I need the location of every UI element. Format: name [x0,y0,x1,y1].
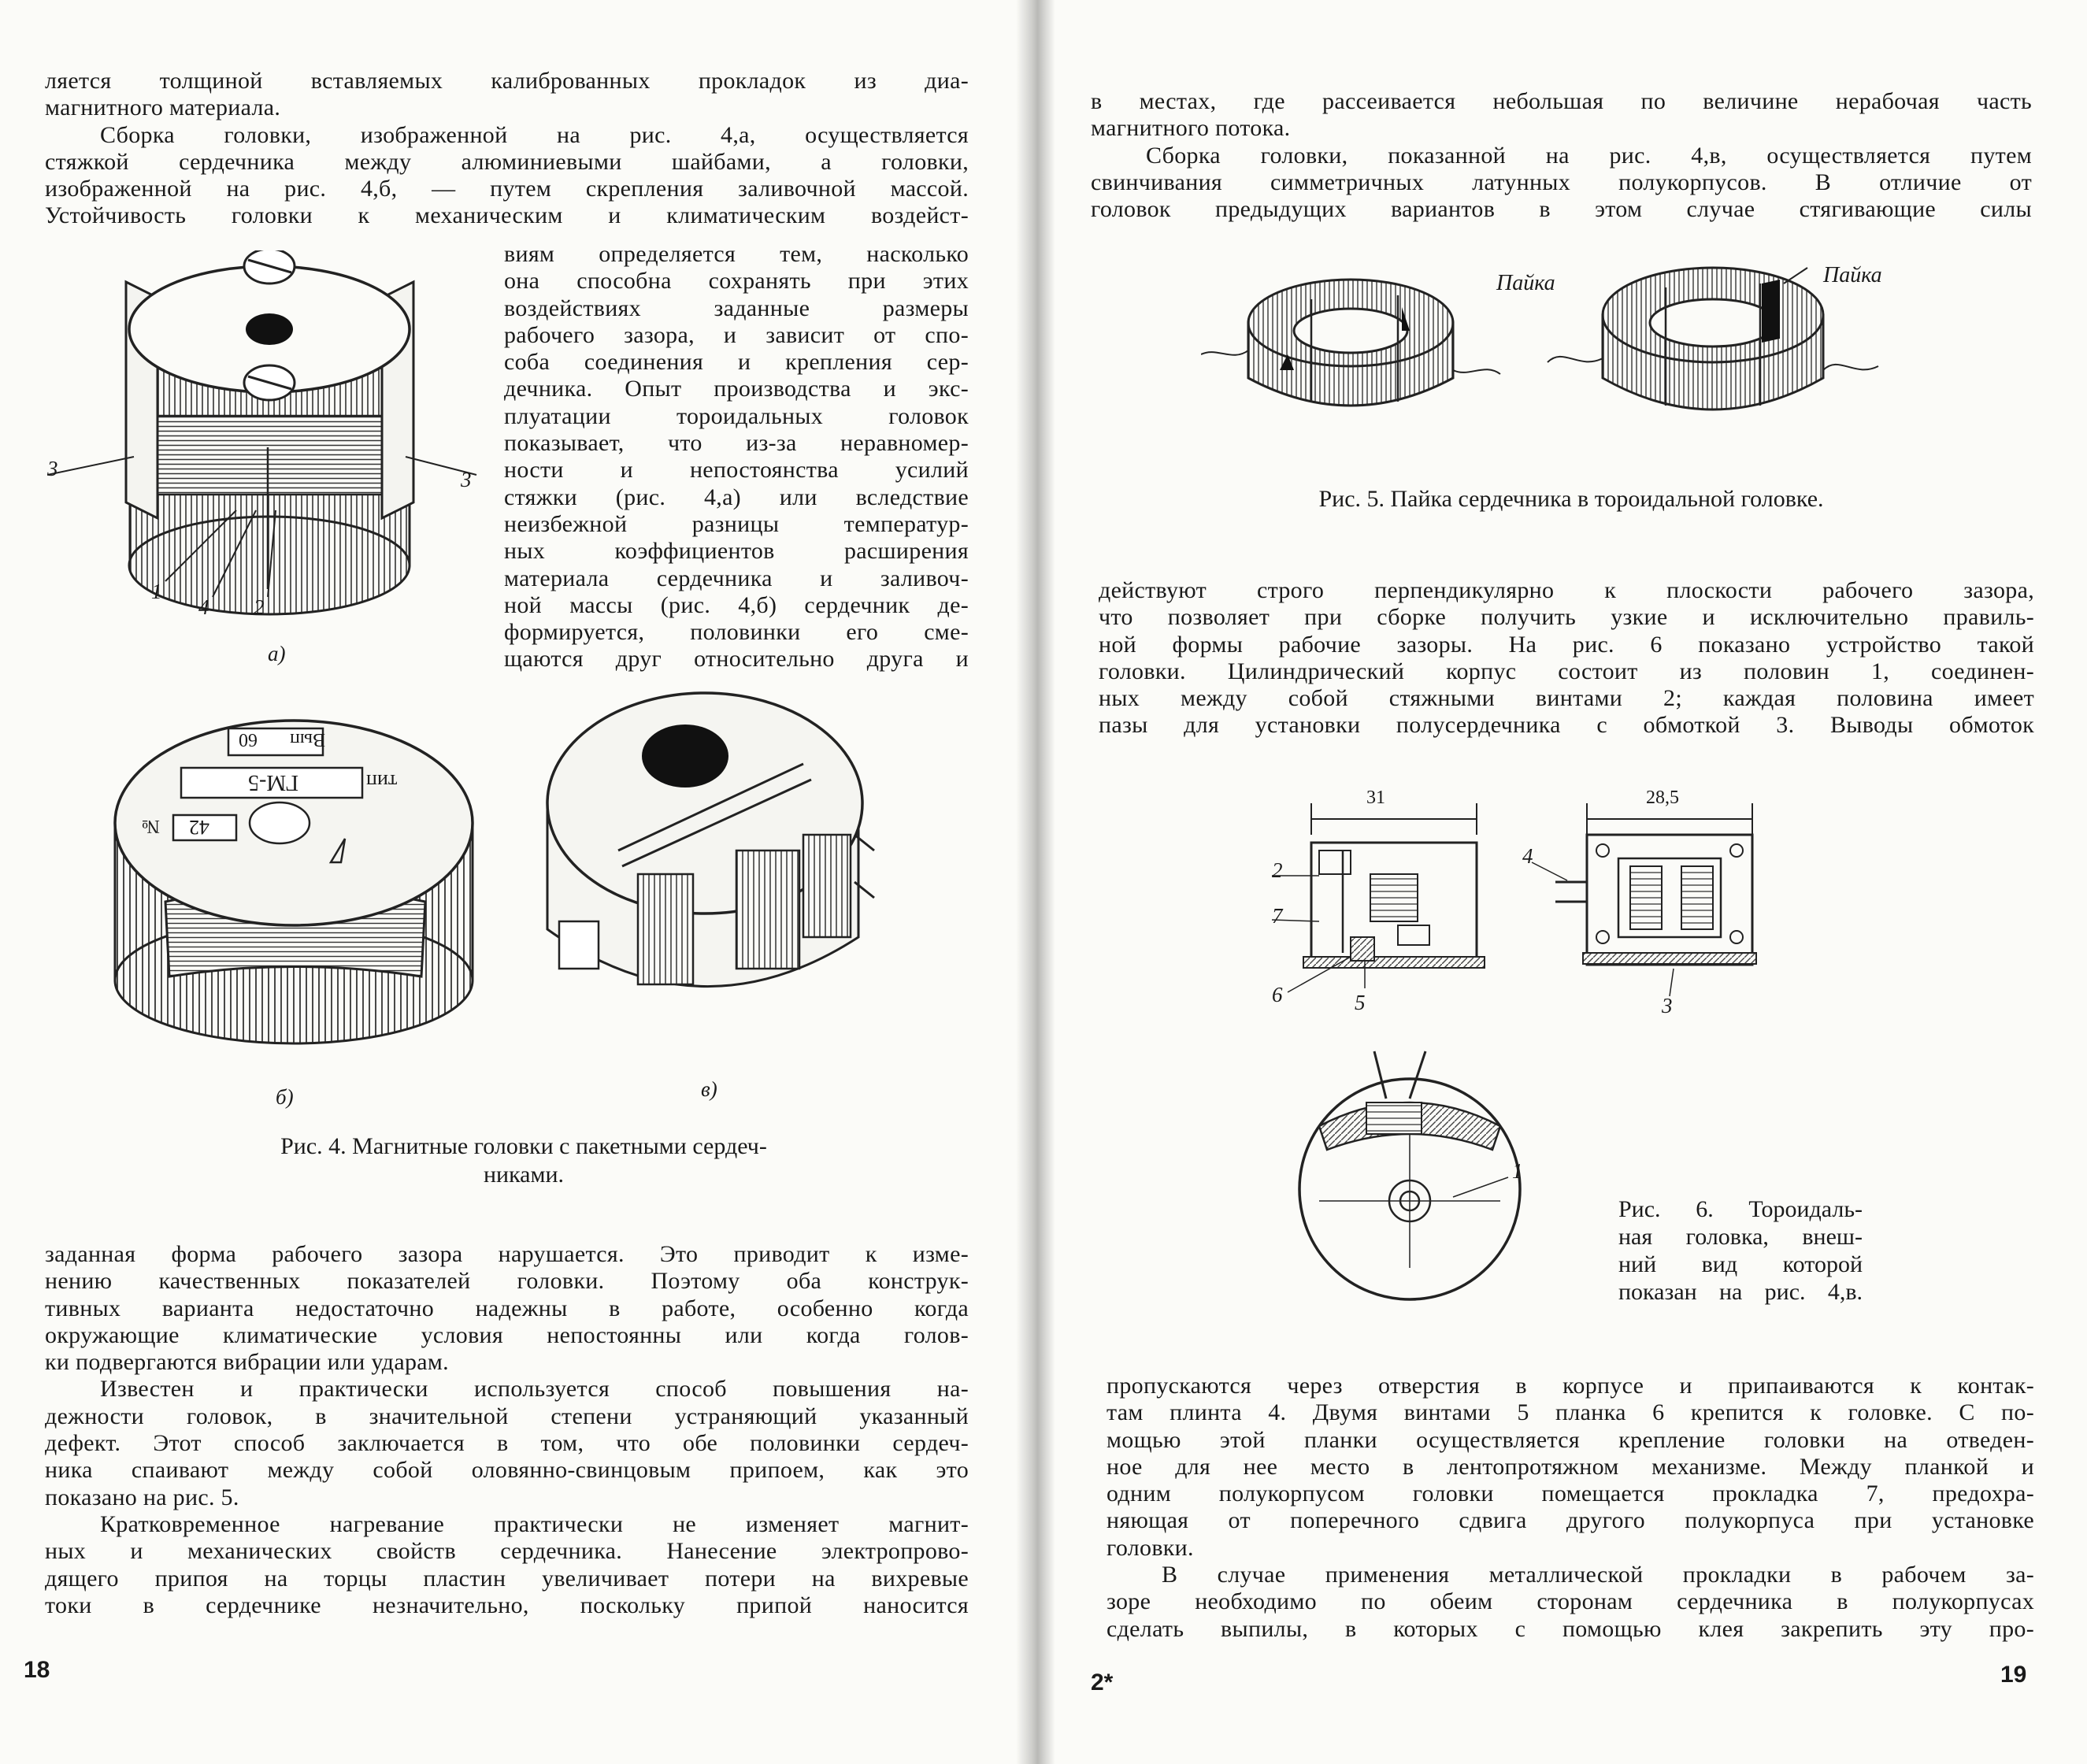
text-line: ной формы рабочие зазоры. На рис. 6 показано устройство такой [1099,631,2034,658]
figure-4v [543,677,882,1040]
text-line: дящего припоя на торцы пластин увеличивает потери на вихревые [45,1565,969,1592]
callout-7: 7 [1272,904,1283,928]
text-line: тивных варианта недостаточно надежны в работе, особенно когда [45,1295,969,1321]
plate-tip: тип [366,770,398,793]
text-line: формируется, половинки его сме- [504,619,969,646]
figure-6-caption [1618,1195,1863,1306]
text-line: щаются друг относительно друга и [504,646,969,673]
book-gutter [1016,0,1055,1764]
text-line: ных и механических свойств сердечника. Нанесение электропрово- [45,1538,969,1565]
text-line: показывает, что из-за неравномер- [504,430,969,457]
text-line: она способна сохранять при этих [504,268,969,295]
caption-line: ная головка, внеш- [1618,1224,1863,1250]
text-line: зоре необходимо по обеим сторонам сердечника в полукорпусах [1107,1588,2034,1615]
figure-4-caption [161,1132,886,1189]
text-line: показано на рис. 5. [45,1484,239,1510]
right-text-bottom [1107,1373,2034,1643]
right-page [1044,0,2087,1764]
right-text-middle [1099,577,2034,739]
text-line: дежности головок, в значительной степени устраняющий указанный [45,1403,969,1429]
text-line: головок предыдущих вариантов в этом случае стягивающие силы [1091,196,2032,223]
figure-5-caption: Рис. 5. Пайка сердечника в тороидальной головке. [1318,486,1824,512]
text-line: виям определяется тем, насколько [504,241,969,267]
text-line: там плинта 4. Двумя винтами 5 планка 6 крепится к головке. С по- [1107,1399,2034,1426]
text-line: Устойчивость головки к механическим и климатическим воздейст- [45,202,969,229]
text-line: ных между собой стяжными винтами 2; каждая половина имеет [1099,685,2034,712]
dimension-31: 31 [1366,788,1385,808]
toroidal-head-drawing-b [110,705,480,1051]
callout-6: 6 [1272,983,1283,1006]
callout-3-right: 3 [461,468,472,491]
text-line: стяжки (рис. 4,а) или вследствие [504,484,969,510]
text-line: В случае применения металлической прокладки в рабочем за- [1162,1562,2034,1588]
callout-1: 1 [1512,1159,1523,1183]
caption-line: ний вид которой [1618,1251,1863,1277]
left-side-text [504,241,969,673]
text-line: одним полукорпусом головки помещается прокладка 7, предохра- [1107,1480,2034,1507]
text-line: в местах, где рассеивается небольшая по величине нерабочая часть [1091,88,2032,114]
plate-vyp: Вып [290,729,325,750]
text-line: дечника. Опыт производства и экс- [504,376,969,402]
text-line: пазы для установки полусердечника с обмоткой 3. Выводы обмоток [1099,712,2034,739]
toroidal-head-drawing-a [47,250,488,660]
text-line: нению качественных показателей головки. Поэтому оба конструк- [45,1268,969,1295]
plate-no-sign: № [142,816,160,836]
left-text-bottom [45,1241,969,1619]
toroidal-head-drawing-v [543,677,882,1040]
text-line: няющая от поперечного сдвига другого полукорпуса при установке [1107,1507,2034,1534]
text-line: пропускаются через отверстия в корпусе и припаиваются к контак- [1107,1373,2034,1399]
text-line: рабочего зазора, и зависит от спо- [504,321,969,348]
text-line: токи в сердечнике незначительно, поскольку припой наносится [45,1592,969,1618]
caption-line: никами. [483,1162,565,1188]
figure-4a-label: а) [268,642,286,665]
text-line: ника спаивают между собой оловянно-свинцовым припоем, как это [45,1457,969,1484]
plate-vyp-number: 60 [239,729,258,750]
signature-mark: 2* [1091,1670,1114,1695]
callout-2: 2 [254,595,265,619]
text-line: материала сердечника и заливоч- [504,565,969,591]
text-line: мощью этой планки осуществляется крепление головки на отведен- [1107,1426,2034,1453]
page-number-left: 18 [24,1657,50,1683]
dimension-28-5: 28,5 [1646,788,1679,808]
text-line: головки. [1107,1534,1194,1561]
text-line: Сборка головки, показанной на рис. 4,в, осуществляется путем [1146,142,2032,169]
text-line: Кратковременное нагревание практически не изменяет магнит- [100,1510,969,1537]
text-line: ки подвергаются вибрации или ударам. [45,1349,449,1376]
figure-4b-label: б) [276,1085,294,1109]
text-line: ности и непостоянства усилий [504,457,969,484]
text-line: окружающие климатические условия непостоянны или когда голов- [45,1321,969,1348]
text-line: ной массы (рис. 4,б) сердечник де- [504,591,969,618]
figure-4b [110,705,480,1051]
caption-line: показан на рис. 4,в. [1618,1279,1863,1305]
text-line: Известен и практически используется способ повышения на- [100,1376,969,1403]
figure-5 [1201,252,1902,465]
callout-1: 1 [151,580,162,603]
text-line: плуатации тороидальных головок [504,402,969,429]
text-line: соба соединения и крепления сер- [504,349,969,376]
text-line: стяжкой сердечника между алюминиевыми шайбами, а головки, [45,148,969,175]
callout-5: 5 [1355,991,1366,1014]
text-line: головки. Цилиндрический корпус состоит из половин 1, соединен- [1099,658,2034,684]
text-line: магнитного материала. [45,94,281,121]
plate-model: ГМ-5 [248,770,299,795]
left-page [0,0,1032,1764]
text-line: ных коэффициентов расширения [504,538,969,565]
text-line: ляется толщиной вставляемых калиброванных прокладок из диа- [45,68,969,94]
text-line: Сборка головки, изображенной на рис. 4,а, осуществляется [100,121,969,148]
text-line: неизбежной разницы температур- [504,510,969,537]
label-solder-right: Пайка [1823,263,1882,287]
text-line: заданная форма рабочего зазора нарушается. Это приводит к изме- [45,1241,969,1267]
text-line: магнитного потока. [1091,115,1291,142]
right-text-top [1091,88,2032,223]
callout-4: 4 [1522,844,1533,868]
caption-line: Рис. 6. Тороидаль- [1618,1196,1863,1222]
callout-3: 3 [1662,994,1673,1017]
text-line: дефект. Этот способ заключается в том, что обе половинки сердеч- [45,1430,969,1457]
text-line: сделать выпилы, в которых с помощью клея закрепить эту про- [1107,1615,2034,1642]
figure-4a [47,250,488,660]
callout-2: 2 [1272,858,1283,882]
caption-line: Рис. 4. Магнитные головки с пакетными сердеч- [280,1133,767,1159]
label-solder-left: Пайка [1496,271,1555,295]
callout-3-left: 3 [47,457,58,480]
text-line: воздействиях заданные размеры [504,295,969,321]
plate-number: 42 [189,816,209,839]
text-line: что позволяет при сборке получить узкие и исключительно правиль- [1099,604,2034,631]
page-number-right: 19 [2000,1662,2027,1688]
text-line: действуют строго перпендикулярно к плоскости рабочего зазора, [1099,577,2034,603]
figure-4v-label: в) [701,1077,717,1101]
callout-4: 4 [198,595,209,619]
text-line: ное для нее место в лентопротяжном механизме. Между планкой и [1107,1453,2034,1480]
text-line: изображенной на рис. 4,б, — путем скрепления заливочной массой. [45,176,969,202]
left-text-top [45,68,969,230]
text-line: свинчивания симметричных латунных полукорпусов. В отличие от [1091,169,2032,195]
